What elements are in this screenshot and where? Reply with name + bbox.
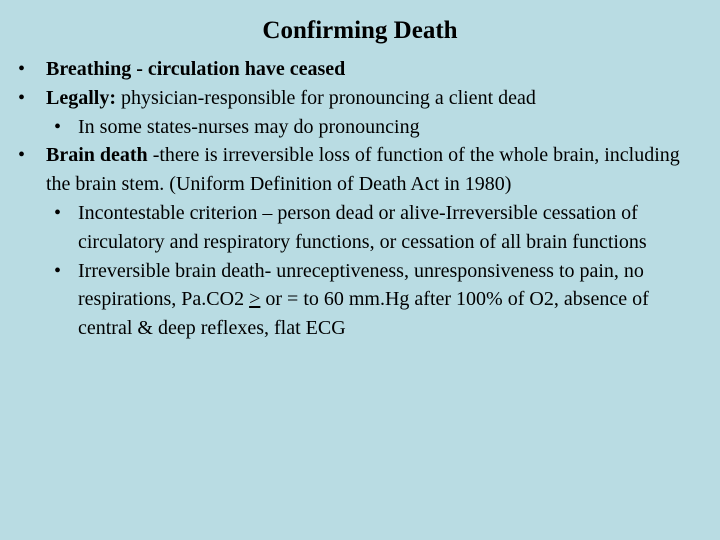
states-text: In some states-nurses may do pronouncing bbox=[78, 115, 420, 138]
bullet-legally bbox=[18, 84, 708, 113]
legally-label: Legally: bbox=[46, 86, 116, 109]
sub-bullet-marker: • bbox=[54, 259, 62, 282]
sub-bullet-criterion bbox=[18, 199, 708, 257]
sub-bullet-states bbox=[18, 113, 708, 142]
criterion-text: Incontestable criterion – person dead or alive-Irreversible cessation of circulatory and respiratory functions, or cessation of all brain functions bbox=[78, 201, 647, 253]
sub-bullet-marker: • bbox=[54, 115, 62, 138]
bullet-brain-death bbox=[18, 141, 708, 199]
slide-title: Confirming Death bbox=[262, 17, 458, 44]
irreversible-text-start: Irreversible brain death- unreceptiveness, unresponsiveness to pain, no respirations, Pa.CO2 bbox=[78, 259, 644, 311]
gte-symbol: > bbox=[249, 288, 261, 311]
irreversible-text-end: or = to 60 mm.Hg after 100% of O2, absence of central & deep reflexes, flat ECG bbox=[78, 288, 649, 340]
bullet-marker: • bbox=[18, 144, 26, 167]
breathing-text: Breathing - circulation have ceased bbox=[46, 58, 346, 80]
bullet-list bbox=[18, 55, 708, 343]
sub-bullet-irreversible bbox=[18, 257, 708, 343]
brain-death-label: Brain death bbox=[46, 144, 148, 167]
bullet-marker: • bbox=[18, 86, 26, 109]
brain-death-text: -there is irreversible loss of function of the whole brain, including the brain stem. (Uniform Definition of Death Act in 1980) bbox=[46, 144, 680, 196]
bullet-breathing bbox=[18, 55, 708, 84]
bullet-marker: • bbox=[18, 58, 26, 80]
sub-bullet-marker: • bbox=[54, 201, 62, 224]
legally-text: physician-responsible for pronouncing a client dead bbox=[116, 86, 536, 109]
